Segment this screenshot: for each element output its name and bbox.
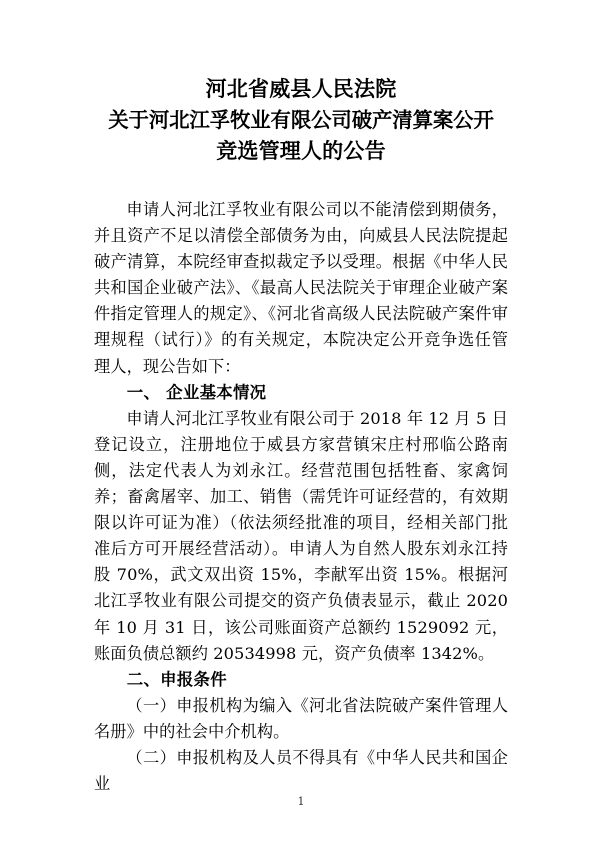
title-line-3: 竞选管理人的公告 [216, 139, 386, 163]
intro-paragraph: 申请人河北江孚牧业有限公司以不能清偿到期债务，并且资产不足以清偿全部债务为由，向威县人民法院提起破产清算，本院经审查拟裁定予以受理。根据《中华人民共和国企业破产法》、《最高人民法院关于审理企业破产案件指定管理人的规定》、《河北省高级人民法院破产案件审理规程（试行）》的有关规定，本院决定公开竞争选任管理人，现公告如下： [94, 200, 508, 376]
title-line-1: 河北省威县人民法院 [205, 77, 397, 101]
title-line-2: 关于河北江孚牧业有限公司破产清算案公开 [108, 108, 494, 132]
section-two-item-two: （二）申报机构及人员不得具有《中华人民共和国企业 [94, 747, 508, 794]
section-heading-two: 二、申报条件 [126, 669, 227, 689]
document-content [94, 0, 508, 797]
section-two-item-one: （一）申报机构为编入《河北省法院破产案件管理人名册》中的社会中介机构。 [94, 695, 508, 741]
document-body [94, 197, 508, 797]
section-one-paragraph: 申请人河北江孚牧业有限公司于 2018 年 12 月 5 日登记设立，注册地位于威县方家营镇宋庄村邢临公路南侧，法定代表人为刘永江。经营范围包括牲畜、家禽饲养；畜禽屠宰、加工、销售（需凭许可证经营的，有效期限以许可证为准）（依法须经批准的项目，经相关部门批准后方可开展经营活动）。申请人为自然人股东刘永江持股 70%，武文双出资 15%，李献军出资 15%。根据河北江孚牧业有限公司提交的资产负债表显示，截止 2020 年 10 月 31 日，该公司账面资产总额约 1529092 元，账面负债总额约 20534998 元，资产负债率 1342%。 [94, 408, 508, 663]
document-title [94, 74, 508, 167]
page-number: 1 [297, 795, 305, 808]
section-heading-one: 一、 企业基本情况 [126, 382, 267, 402]
